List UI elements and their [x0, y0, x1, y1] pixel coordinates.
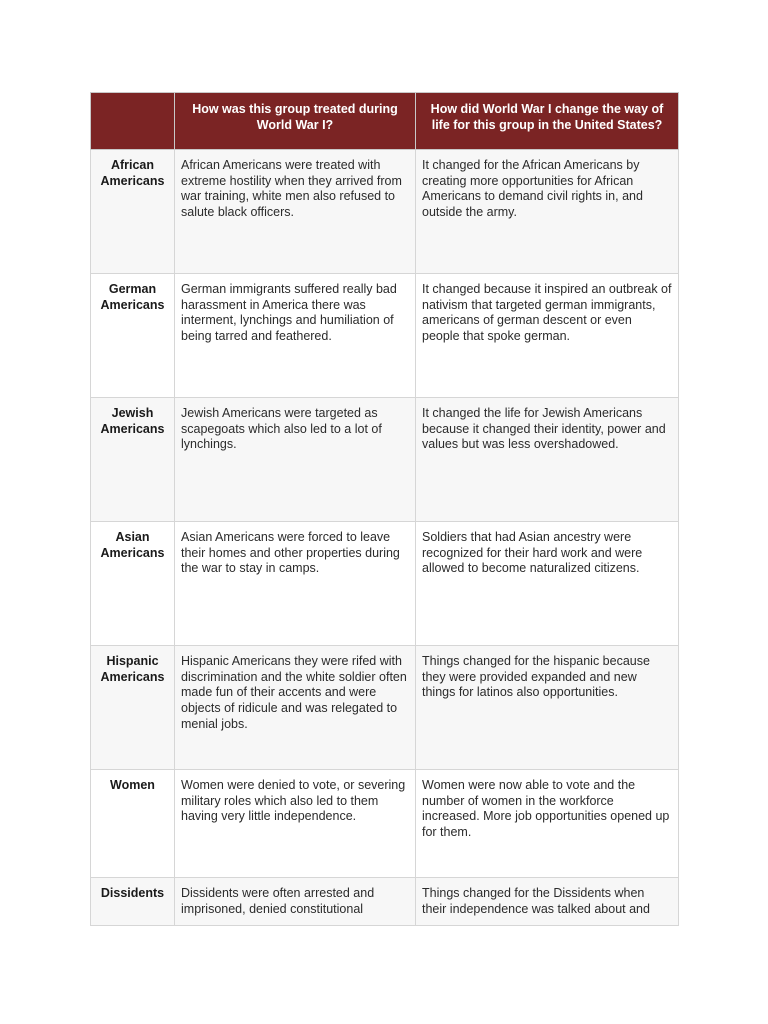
change-cell: It changed for the African Americans by creating more opportunities for African Americans to demand civil rights in, and outside the army. [416, 150, 679, 274]
group-name-cell: German Americans [91, 274, 175, 398]
table-row-asian-americans [91, 522, 679, 646]
treatment-cell: Hispanic Americans they were rifed with discrimination and the white soldier often made fun of their accents and were objects of ridicule and was relegated to menial jobs. [175, 646, 416, 770]
header-treatment-cell: How was this group treated during World War I? [175, 93, 416, 150]
table-row-german-americans [91, 274, 679, 398]
change-cell: Things changed for the hispanic because they were provided expanded and new things for latinos also opportunities. [416, 646, 679, 770]
group-name-cell: Jewish Americans [91, 398, 175, 522]
group-name-cell: Asian Americans [91, 522, 175, 646]
group-name-cell: Women [91, 770, 175, 878]
group-name-cell: African Americans [91, 150, 175, 274]
header-change-cell: How did World War I change the way of life for this group in the United States? [416, 93, 679, 150]
treatment-cell: German immigrants suffered really bad harassment in America there was interment, lynchings and humiliation of being tarred and feathered. [175, 274, 416, 398]
change-cell: Things changed for the Dissidents when their independence was talked about and [416, 878, 679, 926]
treatment-cell: African Americans were treated with extreme hostility when they arrived from war training, white men also refused to salute black officers. [175, 150, 416, 274]
change-cell: Women were now able to vote and the number of women in the workforce increased. More job opportunities opened up for them. [416, 770, 679, 878]
treatment-cell: Dissidents were often arrested and imprisoned, denied constitutional [175, 878, 416, 926]
change-cell: Soldiers that had Asian ancestry were recognized for their hard work and were allowed to become naturalized citizens. [416, 522, 679, 646]
table-row-african-americans [91, 150, 679, 274]
treatment-cell: Jewish Americans were targeted as scapegoats which also led to a lot of lynchings. [175, 398, 416, 522]
table-header-row [91, 93, 679, 150]
table-row-women [91, 770, 679, 878]
change-cell: It changed the life for Jewish Americans because it changed their identity, power and values but was less overshadowed. [416, 398, 679, 522]
treatment-cell: Asian Americans were forced to leave their homes and other properties during the war to stay in camps. [175, 522, 416, 646]
header-group-cell [91, 93, 175, 150]
table-row-dissidents [91, 878, 679, 926]
group-name-cell: Dissidents [91, 878, 175, 926]
change-cell: It changed because it inspired an outbreak of nativism that targeted german immigrants, americans of german descent or even people that spoke german. [416, 274, 679, 398]
group-name-cell: Hispanic Americans [91, 646, 175, 770]
treatment-cell: Women were denied to vote, or severing military roles which also led to them having very little independence. [175, 770, 416, 878]
table-row-hispanic-americans [91, 646, 679, 770]
table-row-jewish-americans [91, 398, 679, 522]
wwi-groups-table [90, 92, 679, 926]
